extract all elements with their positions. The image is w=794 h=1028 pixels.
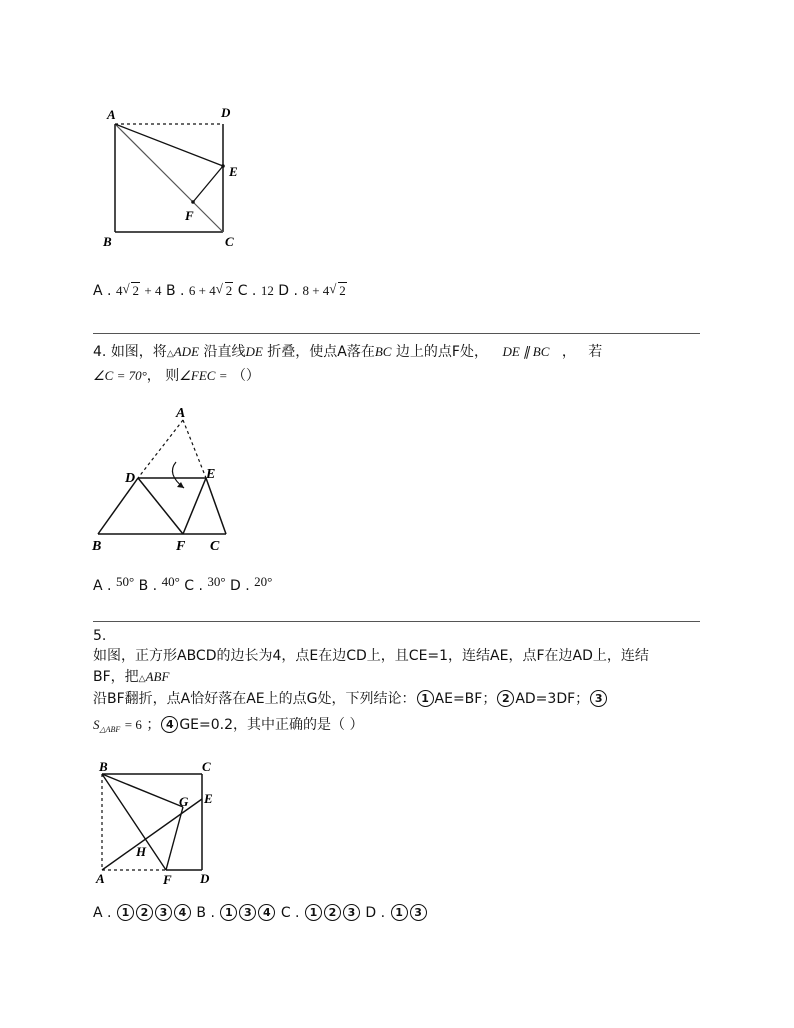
figure-triangle-fold — [88, 402, 238, 554]
label-a: A — [107, 107, 116, 122]
label-b: B — [103, 234, 112, 249]
divider — [93, 621, 700, 622]
q4-number: 4. — [93, 344, 107, 360]
label-h: H — [136, 844, 147, 859]
label-d: D — [125, 471, 136, 486]
divider — [93, 333, 700, 334]
q4-line1: 4. 如图，将△ADE 沿直线DE 折叠，使点A落在BC 边上的点F处， DE ∥ BC ， 若 — [93, 344, 603, 360]
label-d: D — [221, 105, 231, 120]
option-c-label: C . — [237, 283, 257, 299]
q5-line1: 如图，正方形ABCD的边长为4，点E在边CD上，且CE=1，连结AE，点F在边AD上，连结 — [93, 648, 649, 664]
sqrt-symbol: √ 2 — [122, 281, 140, 301]
figure-square-fold — [88, 757, 228, 890]
label-a: A — [176, 406, 186, 421]
label-d: D — [200, 871, 210, 886]
label-c: C — [225, 234, 234, 249]
label-f: F — [163, 872, 172, 887]
q5-options: A . 1 2 3 4 B . 1 3 4 C . 1 2 3 D . 1 3 — [93, 903, 428, 923]
label-a: A — [96, 871, 105, 886]
label-b: B — [92, 539, 102, 554]
q5-number: 5. — [93, 628, 107, 644]
option-d-label: D . — [278, 283, 298, 299]
figure-square-diagonal — [95, 100, 255, 255]
label-f: F — [185, 208, 194, 223]
option-a-coef: 4 — [115, 283, 123, 298]
label-c: C — [202, 759, 211, 774]
q5-line4: $S_{\triangle ABF} = 6$ ； 4 GE=0.2，其中正确的是（ ） — [93, 717, 364, 734]
option-a-label: A . — [93, 283, 112, 299]
option-d-value: 8 + 4 — [302, 283, 330, 298]
option-b-label: B . — [165, 283, 185, 299]
q4-line2: ∠C = 70°， 则∠FEC = （） — [93, 368, 260, 384]
q5-line3: 沿BF翻折，点A恰好落在AE上的点G处，下列结论： 1 AE=BF； 2 AD=3DF； 3 — [93, 689, 608, 709]
label-b: B — [99, 759, 108, 774]
option-c-value: 12 — [260, 283, 274, 298]
label-e: E — [206, 467, 216, 482]
label-e: E — [229, 164, 238, 179]
q4-options: A . 50° B . 40° C . 30° D . 20° — [93, 574, 273, 594]
label-e: E — [204, 791, 213, 806]
label-c: C — [210, 539, 220, 554]
q3-options — [93, 281, 347, 301]
option-b-value: 6 + 4 — [188, 283, 216, 298]
q5-line2: BF，把△ABF — [93, 669, 170, 685]
sqrt-symbol: √ 2 — [329, 281, 347, 301]
label-f: F — [176, 539, 186, 554]
sqrt-symbol: √ 2 — [216, 281, 234, 301]
label-g: G — [179, 794, 189, 809]
option-a-tail: + 4 — [144, 283, 162, 298]
